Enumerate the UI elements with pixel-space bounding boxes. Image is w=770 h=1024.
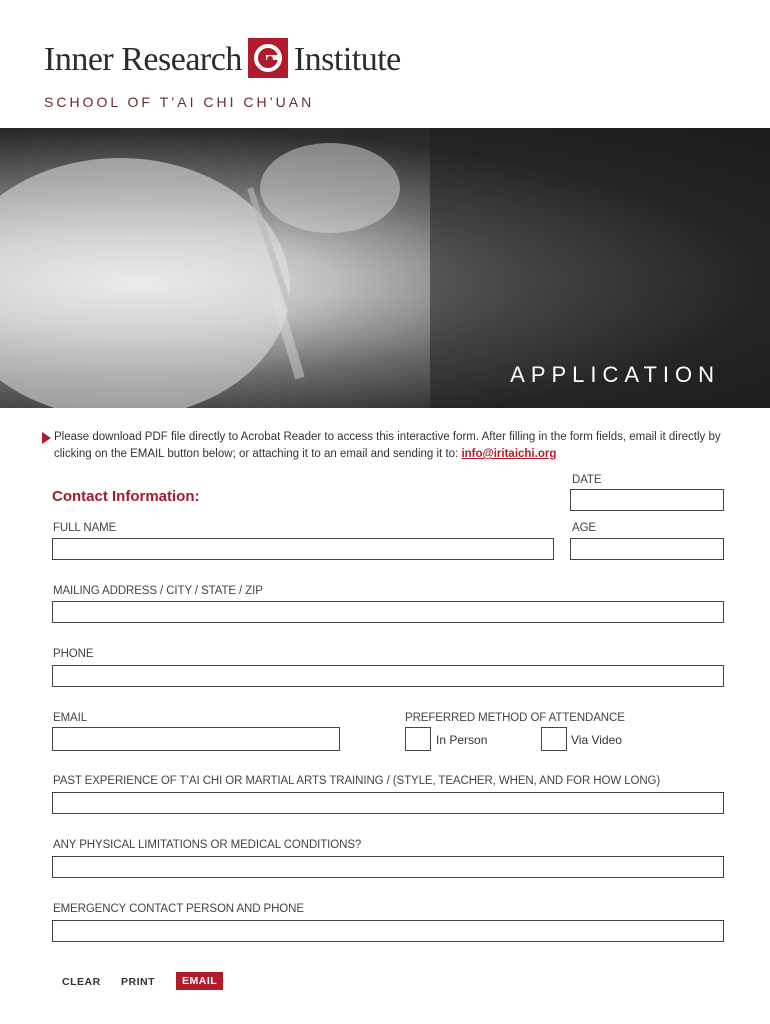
logo	[44, 40, 401, 110]
logo-subtitle: SCHOOL OF T’AI CHI CH’UAN	[44, 94, 315, 110]
full-name-field[interactable]	[52, 538, 554, 560]
email-field[interactable]	[52, 727, 340, 751]
date-label: DATE	[572, 474, 602, 486]
age-field[interactable]	[570, 538, 724, 560]
emergency-label: EMERGENCY CONTACT PERSON AND PHONE	[53, 903, 304, 915]
page-title: APPLICATION	[510, 362, 720, 387]
emergency-field[interactable]	[52, 920, 724, 942]
instructions-body: Please download PDF file directly to Acrobat Reader to access this interactive form. After filling in the form fields, email it directly by clicking on the EMAIL button below; or attaching it to an email and sending it to:	[54, 431, 721, 460]
phone-label: PHONE	[53, 648, 94, 660]
email-link[interactable]: info@iritaichi.org	[461, 448, 557, 460]
experience-label: PAST EXPERIENCE OF T’AI CHI OR MARTIAL ARTS TRAINING / (STYLE, TEACHER, WHEN, AND FOR HOW LONG)	[53, 775, 661, 787]
logo-text-right: Institute	[293, 41, 401, 78]
arrow-right-icon	[42, 432, 51, 444]
attendance-label: PREFERRED METHOD OF ATTENDANCE	[405, 712, 625, 724]
seal-icon	[248, 38, 288, 78]
address-field[interactable]	[52, 601, 724, 623]
age-label: AGE	[572, 522, 596, 534]
print-button[interactable]: PRINT	[121, 976, 155, 988]
email-button[interactable]: EMAIL	[176, 972, 223, 990]
date-field[interactable]	[570, 489, 724, 511]
via-video-label: Via Video	[571, 733, 622, 747]
experience-field[interactable]	[52, 792, 724, 814]
phone-field[interactable]	[52, 665, 724, 687]
clear-button[interactable]: CLEAR	[62, 976, 101, 988]
email-label: EMAIL	[53, 712, 88, 724]
via-video-checkbox[interactable]	[541, 727, 567, 751]
limitations-field[interactable]	[52, 856, 724, 878]
in-person-checkbox[interactable]	[405, 727, 431, 751]
address-label: MAILING ADDRESS / CITY / STATE / ZIP	[53, 585, 263, 597]
hero-image	[0, 128, 770, 408]
in-person-label: In Person	[436, 733, 488, 747]
full-name-label: FULL NAME	[53, 522, 117, 534]
instructions	[44, 429, 724, 463]
logo-text-left: Inner Research	[44, 41, 242, 78]
limitations-label: ANY PHYSICAL LIMITATIONS OR MEDICAL CONDITIONS?	[53, 839, 362, 851]
section-title: Contact Information:	[52, 488, 200, 505]
instructions-text	[44, 429, 724, 463]
logo-title	[44, 40, 401, 80]
